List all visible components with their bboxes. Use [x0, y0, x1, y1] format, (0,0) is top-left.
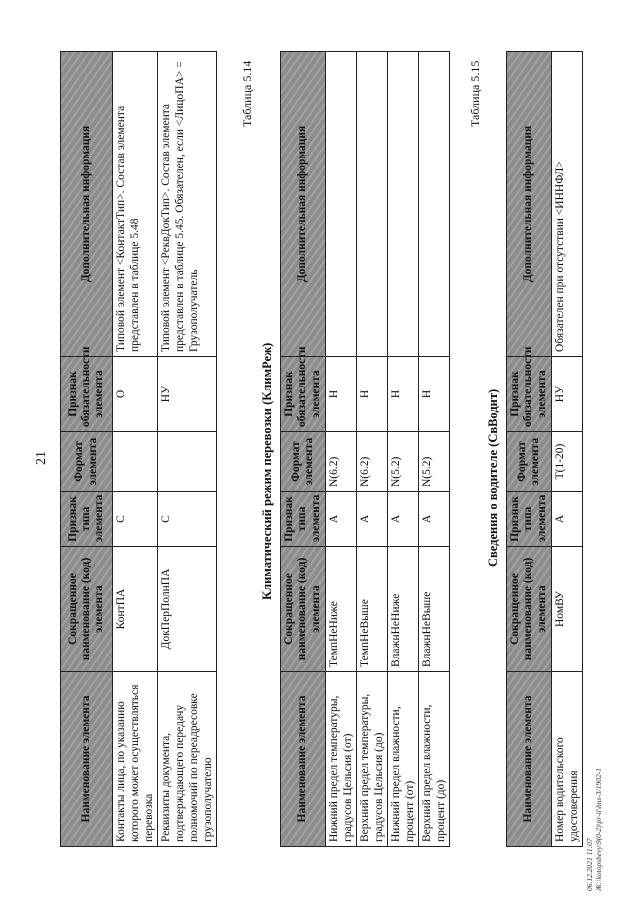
table-cell: ТемпНеНиже [326, 547, 357, 672]
table-cell: НомВУ [552, 547, 583, 672]
table-cell: А [388, 492, 419, 547]
stamp-line: Ж:\kotopshevy\9(0-2)\pr-ii\hns-3/1902-1 [594, 768, 603, 891]
table-cell [419, 52, 450, 357]
table-top [60, 51, 217, 847]
column-header: Сокращенное наименование (код) элемента [281, 547, 326, 672]
table-caption: Таблица 5.14 [240, 60, 254, 127]
document-stamp [585, 721, 603, 891]
table-cell: N(5.2) [419, 432, 450, 492]
table-row [158, 52, 217, 847]
table-5-14 [280, 51, 450, 847]
table-cell: Н [419, 357, 450, 432]
column-header: Наименование элемента [507, 672, 552, 847]
table-cell: Н [357, 357, 388, 432]
column-header: Сокращенное наименование (код) элемента [61, 547, 113, 672]
table-cell [388, 52, 419, 357]
table-cell: Типовой элемент <КонтактТип>. Состав элемента представлен в таблице 5.48 [113, 52, 158, 357]
table-cell: Н [388, 357, 419, 432]
table-cell [357, 52, 388, 357]
table-header-row [507, 52, 552, 847]
table-cell: N(6.2) [326, 432, 357, 492]
table-cell: Типовой элемент <РеквДокТип>. Состав элемента представлен в таблице 5.45. Обязателен, если <ЛицоПА> = Грузополучатель [158, 52, 217, 357]
table-cell: С [113, 492, 158, 547]
table-5-15 [506, 51, 583, 847]
table-cell: ТемпНеВыше [357, 547, 388, 672]
column-header: Признак обязательности элемента [507, 357, 552, 432]
table-cell: Нижний предел влажности, процент (от) [388, 672, 419, 847]
column-header: Признак обязательности элемента [281, 357, 326, 432]
table-caption: Таблица 5.15 [468, 60, 482, 127]
table-cell: Верхний предел влажности, процент (до) [419, 672, 450, 847]
column-header: Сокращенное наименование (код) элемента [507, 547, 552, 672]
table-cell [158, 432, 217, 492]
column-header: Наименование элемента [281, 672, 326, 847]
column-header: Дополнительная информация [281, 52, 326, 357]
page-number: 21 [34, 451, 49, 465]
table-row [326, 52, 357, 847]
table-cell: ВлажнНеВыше [419, 547, 450, 672]
table-title: Сведения о водителе (СвВодит) [486, 388, 500, 567]
table-cell: N(6.2) [357, 432, 388, 492]
table-cell: НУ [552, 357, 583, 432]
table-cell: Обязателен при отсутствии <ИННФЛ> [552, 52, 583, 357]
column-header: Формат элемента [507, 432, 552, 492]
column-header: Признак обязательности элемента [61, 357, 113, 432]
table-cell: С [158, 492, 217, 547]
column-header: Признак типа элемента [281, 492, 326, 547]
table-cell: А [419, 492, 450, 547]
table-title: Климатический режим перевозки (КлимРеж) [260, 342, 274, 600]
table-cell [113, 432, 158, 492]
table-cell: N(5.2) [388, 432, 419, 492]
table-cell: А [326, 492, 357, 547]
table-cell: Номер водительского удостоверения [552, 672, 583, 847]
column-header: Признак типа элемента [61, 492, 113, 547]
column-header: Наименование элемента [61, 672, 113, 847]
table-cell: А [357, 492, 388, 547]
table-cell: О [113, 357, 158, 432]
table-cell: КонтПА [113, 547, 158, 672]
table-header-row [61, 52, 113, 847]
table-cell: Нижний предел температуры, градусов Цельсия (от) [326, 672, 357, 847]
table-header-row [281, 52, 326, 847]
table-cell: А [552, 492, 583, 547]
table-row [552, 52, 583, 847]
column-header: Формат элемента [281, 432, 326, 492]
table-row [419, 52, 450, 847]
table-cell: ВлажнНеНиже [388, 547, 419, 672]
column-header: Формат элемента [61, 432, 113, 492]
table-cell: Контакты лица, по указанию которого может осуществляться перевозка [113, 672, 158, 847]
column-header: Признак типа элемента [507, 492, 552, 547]
table-cell: Верхний предел температуры, градусов Цельсия (до) [357, 672, 388, 847]
table-row [113, 52, 158, 847]
table-row [357, 52, 388, 847]
column-header: Дополнительная информация [61, 52, 113, 357]
table-cell: ДокПерПолнПА [158, 547, 217, 672]
table-cell: T(1-20) [552, 432, 583, 492]
table-cell: НУ [158, 357, 217, 432]
stamp-line: 06.12.2021 11:07 [585, 838, 594, 891]
table-cell: Реквизиты документа, подтверждающего передачу полномочий по переадресовке грузополучателю [158, 672, 217, 847]
table-row [388, 52, 419, 847]
column-header: Дополнительная информация [507, 52, 552, 357]
table-cell [326, 52, 357, 357]
table-cell: Н [326, 357, 357, 432]
